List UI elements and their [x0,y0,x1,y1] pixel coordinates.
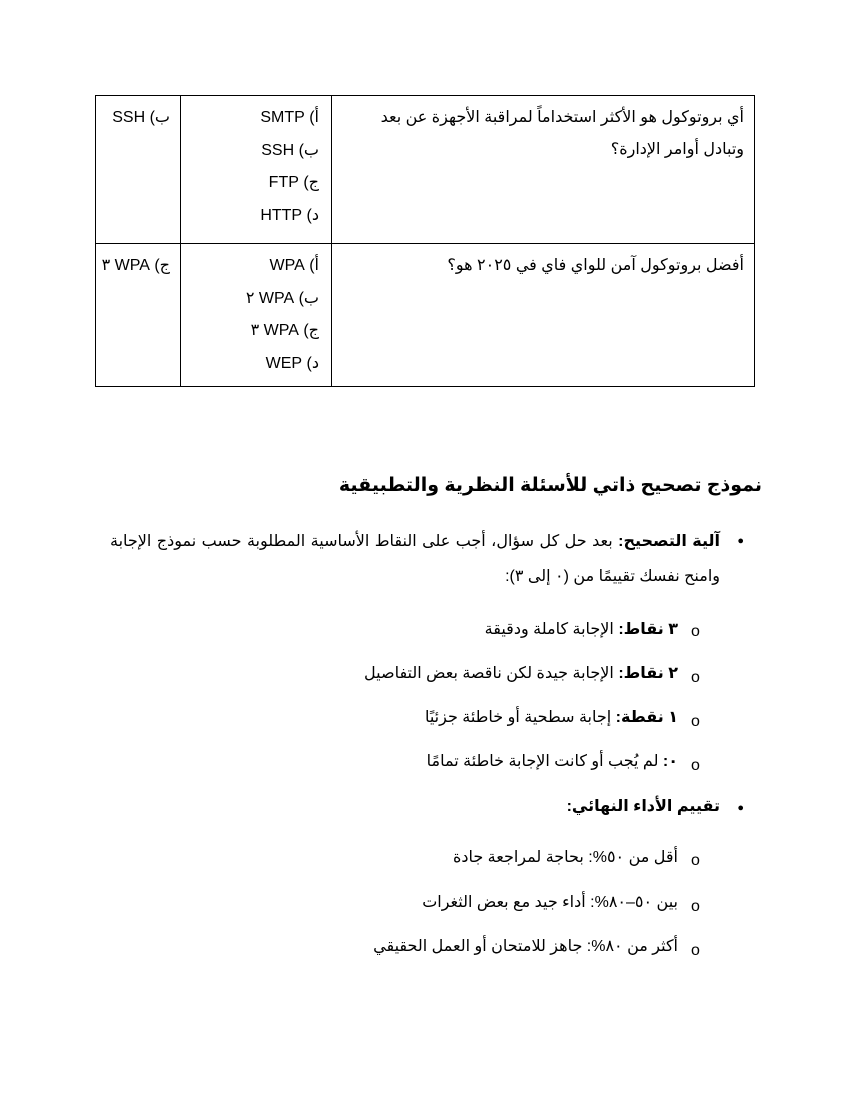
final-item: أقل من ٥٠%: بحاجة لمراجعة جادة [452,849,678,866]
final-item: بين ٥٠–٨٠%: أداء جيد مع بعض الثغرات [422,894,678,911]
question-cell [332,244,755,387]
score-label: ٢ نقاط: [618,665,678,682]
score-text: الإجابة جيدة لكن ناقصة بعض التفاصيل [364,665,619,682]
score-label: ٣ نقاط: [618,621,678,638]
section-title: نموذج تصحيح ذاتي للأسئلة النظرية والتطبيقية [338,475,762,496]
mechanism-text: بعد حل كل سؤال، أجب على النقاط الأساسية المطلوبة حسب نموذج الإجابة وامنح نفسك تقييمًا من (٠ إلى ٣): [110,533,720,585]
score-item-3 [485,619,678,639]
sub-bullet-icon: o [691,623,700,640]
score-text: الإجابة كاملة ودقيقة [484,621,619,638]
option-c: ج) FTP [268,174,319,191]
score-item-2 [364,663,678,683]
final-item: أكثر من ٨٠%: جاهز للامتحان أو العمل الحقيقي [373,938,678,955]
question-text: أفضل بروتوكول آمن للواي فاي في ٢٠٢٥ هو؟ [447,257,744,274]
score-text: إجابة سطحية أو خاطئة جزئيًا [424,709,616,726]
question-text: أي بروتوكول هو الأكثر استخداماً لمراقبة الأجهزة عن بعد وتبادل أوامر الإدارة؟ [380,109,744,158]
mechanism-paragraph [110,524,720,594]
options-cell [181,96,332,244]
options-cell [181,244,332,387]
sub-bullet-icon: o [691,942,700,959]
sub-bullet-icon: o [691,669,700,686]
option-d: د) HTTP [260,206,319,224]
answer-text: ب) SSH [112,109,170,126]
answer-text: ج) WPA ٣ [101,257,170,274]
score-text: لم يُجب أو كانت الإجابة خاطئة تمامًا [426,753,663,770]
sub-bullet-icon: o [691,852,700,869]
option-d: د) WEP [265,354,319,372]
mechanism-label: آلية التصحيح: [618,533,720,550]
bullet-icon: ● [737,535,744,547]
option-a: أ) WPA [269,257,319,274]
option-b: ب) SSH [261,141,319,159]
table-row [96,96,755,244]
final-evaluation-label: تقييم الأداء النهائي: [566,798,720,815]
score-label: ١ نقطة: [615,709,678,726]
questions-table [95,95,755,387]
score-item-1 [425,707,678,727]
option-a: أ) SMTP [260,109,319,126]
sub-bullet-icon: o [691,713,700,730]
answer-cell [96,244,181,387]
score-item-0 [427,751,678,771]
option-b: ب) WPA ٢ [245,289,319,307]
sub-bullet-icon: o [691,757,700,774]
score-label: ٠: [662,753,678,770]
sub-bullet-icon: o [691,898,700,915]
option-c: ج) WPA ٣ [250,322,319,339]
table-row [96,244,755,387]
bullet-icon: ● [737,802,744,814]
question-cell [332,96,755,244]
answer-cell [96,96,181,244]
